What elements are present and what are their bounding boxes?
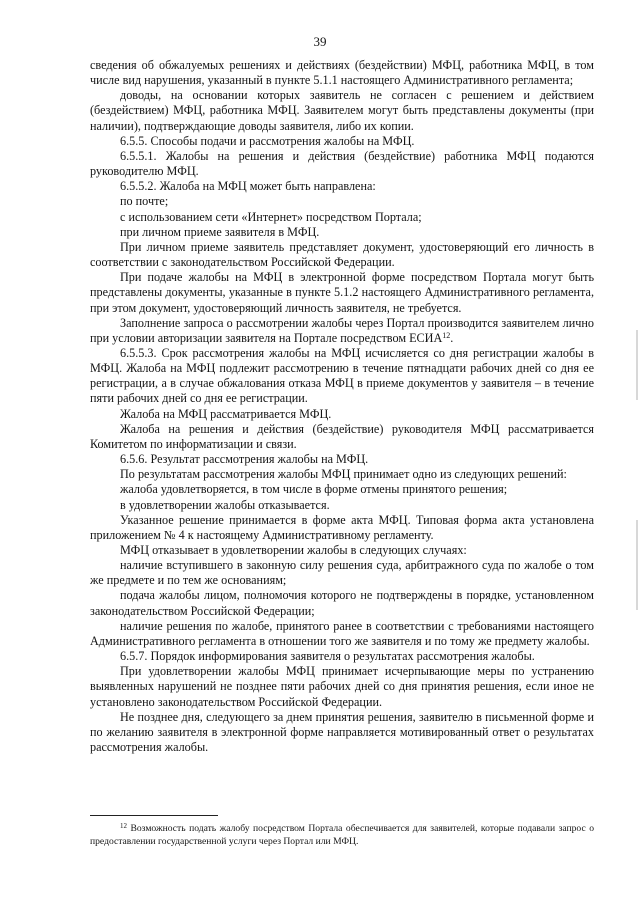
- list-item: по почте;: [120, 194, 169, 209]
- paragraph: Не позднее дня, следующего за днем принятия решения, заявителю в письменной форме и по желанию заявителя в электронной форме направляется мотивированный ответ о результатах рассмотрения жалобы.: [90, 709, 594, 755]
- footnote-reference: 12: [442, 330, 451, 340]
- paragraph: При личном приеме заявитель представляет документ, удостоверяющий его личность в соответствии с законодательством Российской Федерации.: [90, 239, 594, 270]
- scan-edge-mark: [636, 330, 638, 400]
- list-item: жалоба удовлетворяется, в том числе в форме отмены принятого решения;: [120, 482, 508, 497]
- paragraph: 6.5.5.1. Жалобы на решения и действия (бездействие) работника МФЦ подаются руководителю МФЦ.: [90, 148, 594, 179]
- paragraph: При подаче жалобы на МФЦ в электронной форме посредством Портала могут быть представлены документы, указанные в пункте 5.1.2 настоящего Административного регламента, при этом документ, удостоверяющий личность заявителя, не требуется.: [90, 270, 594, 315]
- list-item: с использованием сети «Интернет» посредством Портала;: [120, 209, 422, 224]
- paragraph: При удовлетворении жалобы МФЦ принимает исчерпывающие меры по устранению выявленных нарушений не позднее пяти рабочих дней со дня принятия решения, если иное не установлено законодательством Российской Федерации.: [90, 664, 594, 709]
- list-item: подача жалобы лицом, полномочия которого не подтверждены в порядке, установленном законодательством Российской Федерации;: [90, 588, 594, 618]
- list-item: наличие вступившего в законную силу решения суда, арбитражного суда по жалобе о том же предмете и по тем же основаниям;: [90, 558, 594, 588]
- footnote-text: Возможность подать жалобу посредством Портала обеспечивается для заявителей, которые подавали запрос о предоставлении государственной услуги через Портал или МФЦ.: [90, 823, 594, 847]
- paragraph: Заполнение запроса о рассмотрении жалобы через Портал производится заявителем лично при условии авторизации заявителя на Портале посредством ЕСИА$^{12}$.: [90, 315, 594, 345]
- paragraph: МФЦ отказывает в удовлетворении жалобы в следующих случаях:: [120, 543, 467, 557]
- list-item: наличие решения по жалобе, принятого ранее в соответствии с требованиями настоящего Административного регламента в отношении того же заявителя и по тому же предмету жалобы.: [90, 618, 594, 648]
- document-body: [90, 58, 594, 755]
- footnote-divider: [90, 815, 218, 816]
- list-item: в удовлетворении жалобы отказывается.: [120, 497, 330, 512]
- section-heading: 6.5.5. Способы подачи и рассмотрения жалобы на МФЦ.: [120, 133, 415, 148]
- list-item: при личном приеме заявителя в МФЦ.: [120, 224, 320, 239]
- paragraph: По результатам рассмотрения жалобы МФЦ принимает одно из следующих решений:: [120, 467, 567, 482]
- section-heading: 6.5.6. Результат рассмотрения жалобы на МФЦ.: [120, 452, 369, 467]
- paragraph: сведения об обжалуемых решениях и действиях (бездействии) МФЦ, работника МФЦ, в том числе вид нарушения, указанный в пункте 5.1.1 настоящего Административного регламента;: [90, 58, 594, 88]
- footnote-marker: 12: [120, 822, 127, 830]
- paragraph: Указанное решение принимается в форме акта МФЦ. Типовая форма акта установлена приложением № 4 к настоящему Административному регламенту.: [90, 512, 594, 542]
- paragraph: 6.5.5.2. Жалоба на МФЦ может быть направлена:: [120, 179, 376, 194]
- footnote: [90, 822, 594, 848]
- paragraph: Жалоба на решения и действия (бездействие) руководителя МФЦ рассматривается Комитетом по информатизации и связи.: [90, 421, 594, 451]
- page-number: 39: [313, 34, 327, 49]
- paragraph: 6.5.5.3. Срок рассмотрения жалобы на МФЦ исчисляется со дня регистрации жалобы в МФЦ. Жалоба на МФЦ подлежит рассмотрению в течение пятнадцати рабочих дней со дня ее регистрации, а в случае обжалования отказа МФЦ в приеме документов у заявителя – в течение пяти рабочих дней со дня ее регистрации.: [90, 345, 594, 406]
- paragraph: доводы, на основании которых заявитель не согласен с решением и действием (бездействием) МФЦ, работника МФЦ. Заявителем могут быть представлены документы (при наличии), подтверждающие доводы заявителя, либо их копии.: [90, 88, 594, 133]
- paragraph-text: Заполнение запроса о рассмотрении жалобы через Портал производится заявителем лично при условии авторизации заявителя на Портале посредством ЕСИА: [90, 315, 594, 345]
- scan-edge-mark: [636, 520, 638, 610]
- section-heading: 6.5.7. Порядок информирования заявителя о результатах рассмотрения жалобы.: [120, 649, 535, 664]
- paragraph: Жалоба на МФЦ рассматривается МФЦ.: [120, 406, 332, 421]
